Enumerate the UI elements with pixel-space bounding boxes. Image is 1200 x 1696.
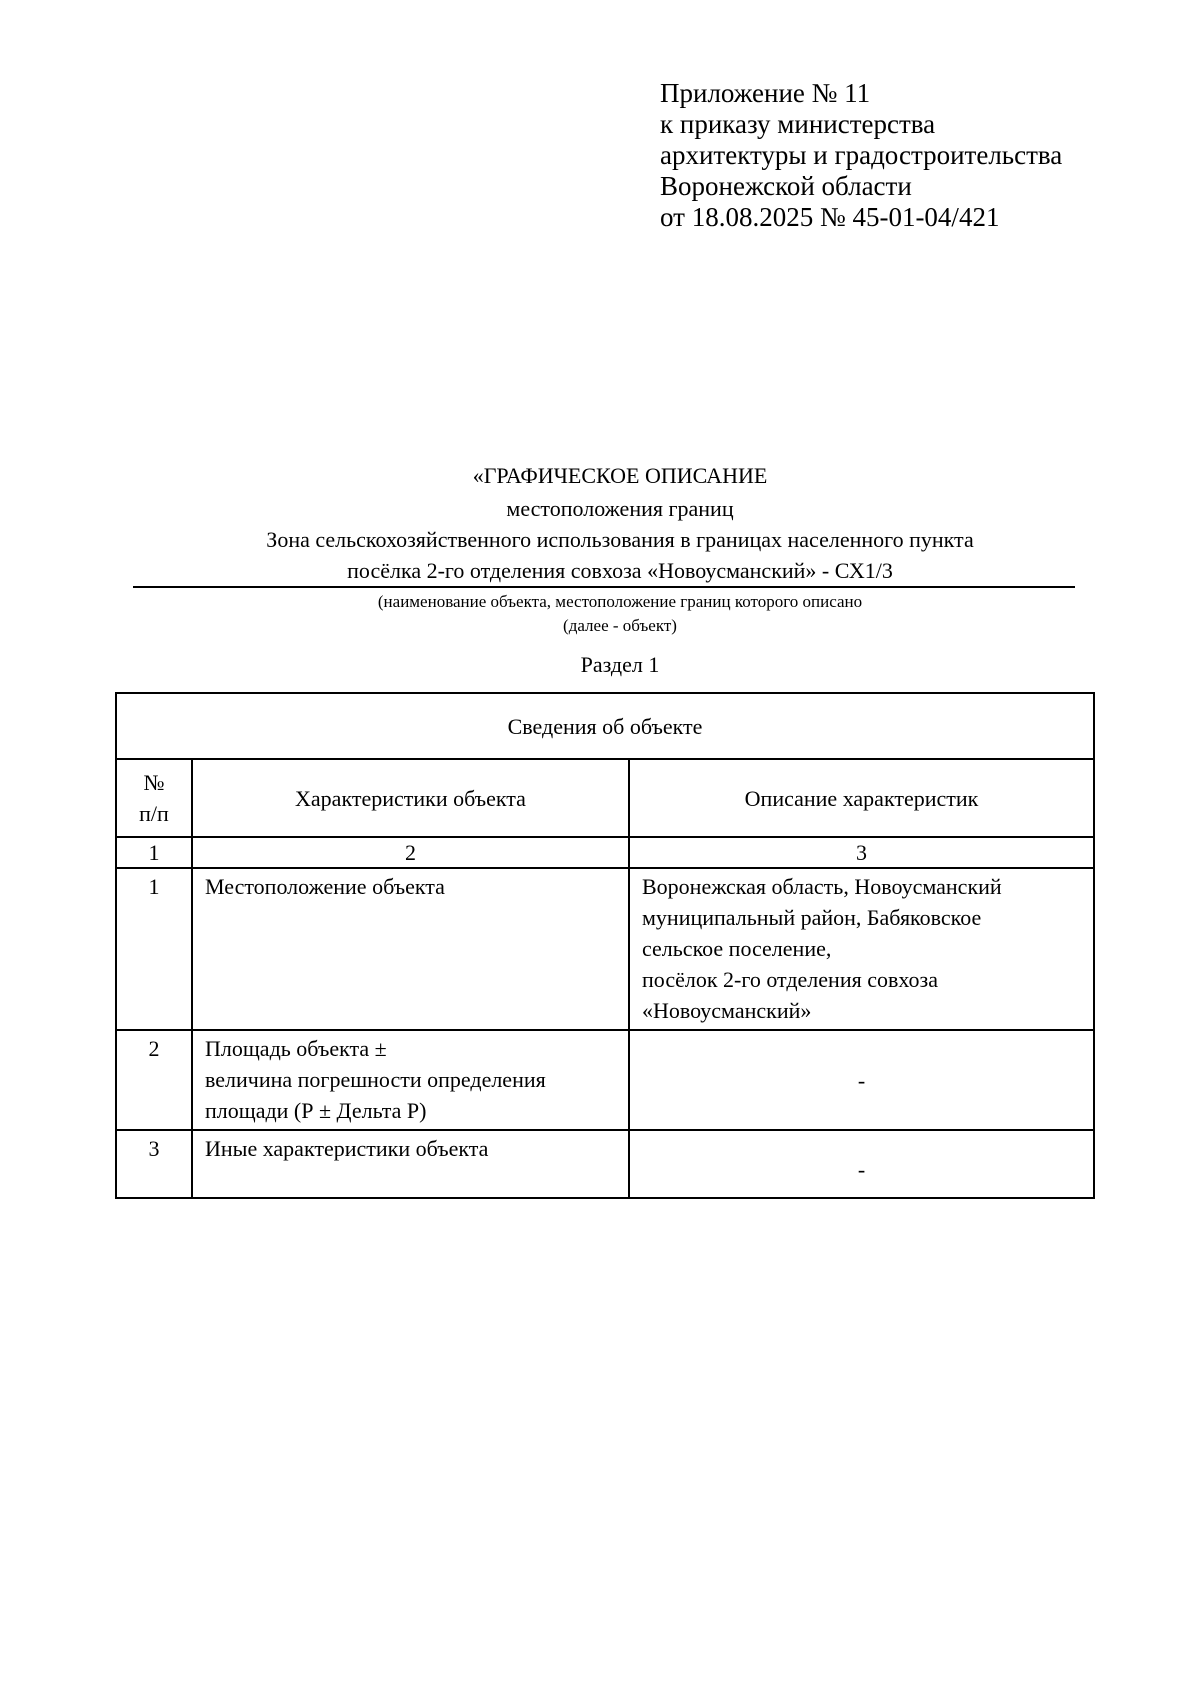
- header-description: Описание характеристик: [629, 759, 1094, 837]
- row-number: 2: [116, 1030, 192, 1130]
- characteristic-line: Площадь объекта ±: [205, 1036, 387, 1061]
- row-characteristic: [192, 1130, 629, 1198]
- row-characteristic: [192, 868, 629, 1030]
- table-row: [116, 868, 1094, 1030]
- description-line: сельское поселение,: [642, 936, 832, 961]
- header-number-line-1: №: [143, 770, 165, 795]
- appendix-line: архитектуры и градостроительства: [660, 140, 1063, 170]
- description-line: -: [857, 1156, 866, 1182]
- column-index: 3: [629, 837, 1094, 868]
- table-caption-row: [116, 693, 1094, 759]
- header-characteristic: Характеристики объекта: [192, 759, 629, 837]
- column-index-row: [116, 837, 1094, 868]
- title-underline: [133, 586, 1075, 588]
- appendix-line: к приказу министерства: [660, 109, 936, 139]
- description-line: посёлок 2-го отделения совхоза: [642, 967, 938, 992]
- zone-name-line-1: Зона сельскохозяйственного использования в границах населенного пункта: [266, 527, 974, 552]
- row-description: [629, 868, 1094, 1030]
- header-number-line-2: п/п: [139, 801, 169, 826]
- description-line: «Новоусманский»: [642, 998, 812, 1023]
- appendix-line: Приложение № 11: [660, 78, 871, 108]
- description-line: муниципальный район, Бабяковское: [642, 905, 982, 930]
- description-line: -: [857, 1067, 866, 1093]
- appendix-line: от 18.08.2025 № 45-01-04/421: [660, 202, 1000, 232]
- zone-name-line-2: посёлка 2-го отделения совхоза «Новоусманский» - СХ1/3: [347, 558, 893, 583]
- table-header-row: [116, 759, 1094, 837]
- characteristic-line: Иные характеристики объекта: [205, 1136, 489, 1161]
- row-number: 3: [116, 1130, 192, 1198]
- characteristic-line: Местоположение объекта: [205, 874, 445, 899]
- document-title: «ГРАФИЧЕСКОЕ ОПИСАНИЕ: [472, 463, 768, 488]
- characteristic-line: площади (Р ± Дельта Р): [205, 1098, 427, 1123]
- table-row: [116, 1030, 1094, 1130]
- object-info-table: [115, 692, 1095, 1199]
- object-note-line-1: (наименование объекта, местоположение границ которого описано: [377, 592, 863, 611]
- column-index: 1: [116, 837, 192, 868]
- appendix-header: [660, 78, 1062, 233]
- table-caption: Сведения об объекте: [116, 693, 1094, 759]
- appendix-line: Воронежской области: [660, 171, 912, 201]
- characteristic-line: величина погрешности определения: [205, 1067, 546, 1092]
- description-line: Воронежская область, Новоусманский: [642, 874, 1002, 899]
- row-description: [629, 1130, 1094, 1198]
- section-heading: Раздел 1: [580, 652, 660, 677]
- column-index: 2: [192, 837, 629, 868]
- table-row: [116, 1130, 1094, 1198]
- row-description: [629, 1030, 1094, 1130]
- document-subtitle: местоположения границ: [506, 496, 734, 521]
- row-number: 1: [116, 868, 192, 1030]
- row-characteristic: [192, 1030, 629, 1130]
- header-number: [116, 759, 192, 837]
- object-note-line-2: (далее - объект): [563, 616, 677, 635]
